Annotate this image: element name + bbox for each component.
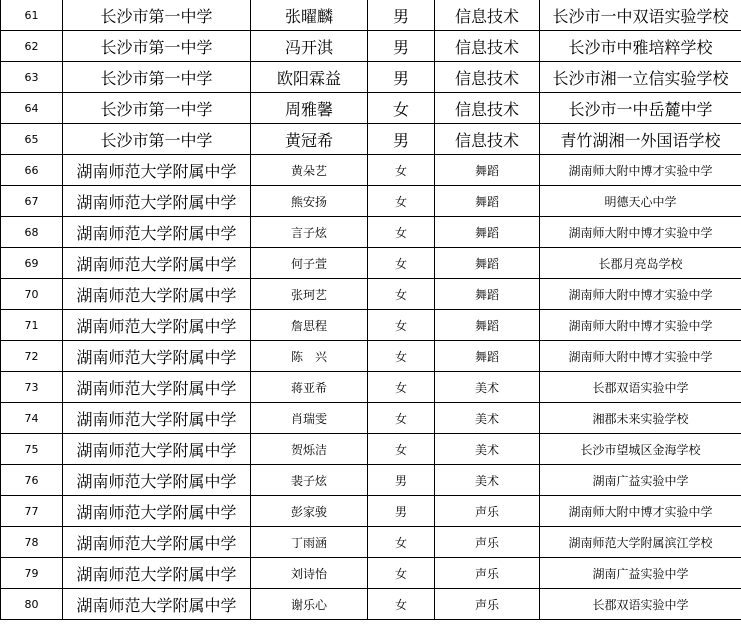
cell-school: 湖南师范大学附属中学 bbox=[63, 496, 251, 527]
cell-subject: 美术 bbox=[435, 372, 540, 403]
cell-gender: 男 bbox=[368, 31, 435, 62]
cell-origin: 长沙市望城区金海学校 bbox=[540, 434, 741, 465]
cell-no: 69 bbox=[1, 248, 63, 279]
cell-school: 长沙市第一中学 bbox=[63, 93, 251, 124]
cell-gender: 男 bbox=[368, 496, 435, 527]
cell-name: 谢乐心 bbox=[251, 589, 368, 620]
cell-origin: 长郡双语实验中学 bbox=[540, 589, 741, 620]
cell-no: 65 bbox=[1, 124, 63, 155]
cell-school: 长沙市第一中学 bbox=[63, 62, 251, 93]
cell-subject: 舞蹈 bbox=[435, 341, 540, 372]
cell-school: 湖南师范大学附属中学 bbox=[63, 248, 251, 279]
cell-name: 蒋亚希 bbox=[251, 372, 368, 403]
cell-origin: 湖南师大附中博才实验中学 bbox=[540, 310, 741, 341]
cell-gender: 女 bbox=[368, 434, 435, 465]
cell-subject: 声乐 bbox=[435, 558, 540, 589]
cell-name: 陈 兴 bbox=[251, 341, 368, 372]
cell-name: 冯开淇 bbox=[251, 31, 368, 62]
cell-gender: 女 bbox=[368, 279, 435, 310]
cell-no: 78 bbox=[1, 527, 63, 558]
cell-gender: 女 bbox=[368, 217, 435, 248]
cell-gender: 男 bbox=[368, 62, 435, 93]
cell-gender: 女 bbox=[368, 93, 435, 124]
table-row bbox=[1, 93, 741, 124]
cell-gender: 女 bbox=[368, 527, 435, 558]
cell-origin: 湖南师大附中博才实验中学 bbox=[540, 341, 741, 372]
cell-subject: 舞蹈 bbox=[435, 155, 540, 186]
cell-school: 湖南师范大学附属中学 bbox=[63, 465, 251, 496]
cell-name: 言子炫 bbox=[251, 217, 368, 248]
cell-name: 彭家骏 bbox=[251, 496, 368, 527]
cell-name: 裴子炫 bbox=[251, 465, 368, 496]
cell-name: 黄朵艺 bbox=[251, 155, 368, 186]
cell-no: 72 bbox=[1, 341, 63, 372]
cell-gender: 女 bbox=[368, 558, 435, 589]
cell-school: 湖南师范大学附属中学 bbox=[63, 403, 251, 434]
cell-subject: 信息技术 bbox=[435, 62, 540, 93]
cell-name: 张曜麟 bbox=[251, 0, 368, 31]
cell-school: 湖南师范大学附属中学 bbox=[63, 310, 251, 341]
table-row bbox=[1, 465, 741, 496]
cell-subject: 舞蹈 bbox=[435, 186, 540, 217]
cell-no: 75 bbox=[1, 434, 63, 465]
cell-subject: 信息技术 bbox=[435, 31, 540, 62]
cell-origin: 湖南师大附中博才实验中学 bbox=[540, 217, 741, 248]
cell-name: 刘诗怡 bbox=[251, 558, 368, 589]
cell-no: 74 bbox=[1, 403, 63, 434]
table-row bbox=[1, 527, 741, 558]
cell-origin: 长郡双语实验中学 bbox=[540, 372, 741, 403]
cell-name: 何子萱 bbox=[251, 248, 368, 279]
cell-subject: 声乐 bbox=[435, 527, 540, 558]
cell-no: 70 bbox=[1, 279, 63, 310]
cell-gender: 女 bbox=[368, 155, 435, 186]
cell-gender: 女 bbox=[368, 310, 435, 341]
cell-subject: 舞蹈 bbox=[435, 279, 540, 310]
cell-gender: 女 bbox=[368, 186, 435, 217]
cell-origin: 长沙市一中双语实验学校 bbox=[540, 0, 741, 31]
cell-subject: 舞蹈 bbox=[435, 217, 540, 248]
cell-school: 湖南师范大学附属中学 bbox=[63, 155, 251, 186]
table-row bbox=[1, 248, 741, 279]
table-row bbox=[1, 124, 741, 155]
table-row bbox=[1, 589, 741, 620]
cell-no: 63 bbox=[1, 62, 63, 93]
table-row bbox=[1, 0, 741, 31]
cell-no: 68 bbox=[1, 217, 63, 248]
cell-subject: 美术 bbox=[435, 403, 540, 434]
cell-gender: 女 bbox=[368, 403, 435, 434]
cell-name: 肖瑞雯 bbox=[251, 403, 368, 434]
cell-origin: 长沙市一中岳麓中学 bbox=[540, 93, 741, 124]
cell-origin: 长郡月亮岛学校 bbox=[540, 248, 741, 279]
cell-gender: 女 bbox=[368, 372, 435, 403]
cell-subject: 舞蹈 bbox=[435, 248, 540, 279]
cell-school: 长沙市第一中学 bbox=[63, 31, 251, 62]
cell-subject: 声乐 bbox=[435, 496, 540, 527]
cell-gender: 男 bbox=[368, 0, 435, 31]
roster-body bbox=[1, 0, 741, 620]
cell-name: 欧阳霖益 bbox=[251, 62, 368, 93]
cell-origin: 湖南师大附中博才实验中学 bbox=[540, 155, 741, 186]
cell-gender: 男 bbox=[368, 124, 435, 155]
table-row bbox=[1, 403, 741, 434]
cell-school: 长沙市第一中学 bbox=[63, 0, 251, 31]
table-row bbox=[1, 372, 741, 403]
cell-subject: 舞蹈 bbox=[435, 310, 540, 341]
cell-name: 周雅馨 bbox=[251, 93, 368, 124]
cell-gender: 女 bbox=[368, 248, 435, 279]
table-row bbox=[1, 186, 741, 217]
cell-subject: 信息技术 bbox=[435, 93, 540, 124]
table-row bbox=[1, 496, 741, 527]
cell-name: 熊安扬 bbox=[251, 186, 368, 217]
cell-origin: 湘郡未来实验学校 bbox=[540, 403, 741, 434]
table-row bbox=[1, 558, 741, 589]
cell-origin: 湖南师范大学附属滨江学校 bbox=[540, 527, 741, 558]
cell-origin: 湖南师大附中博才实验中学 bbox=[540, 496, 741, 527]
cell-subject: 美术 bbox=[435, 434, 540, 465]
cell-gender: 女 bbox=[368, 341, 435, 372]
table-row bbox=[1, 434, 741, 465]
cell-subject: 声乐 bbox=[435, 589, 540, 620]
cell-no: 67 bbox=[1, 186, 63, 217]
cell-subject: 美术 bbox=[435, 465, 540, 496]
cell-school: 湖南师范大学附属中学 bbox=[63, 434, 251, 465]
cell-origin: 湖南广益实验中学 bbox=[540, 465, 741, 496]
cell-name: 詹思程 bbox=[251, 310, 368, 341]
cell-gender: 女 bbox=[368, 589, 435, 620]
table-row bbox=[1, 310, 741, 341]
cell-school: 湖南师范大学附属中学 bbox=[63, 217, 251, 248]
table-row bbox=[1, 341, 741, 372]
cell-origin: 长沙市中雅培粹学校 bbox=[540, 31, 741, 62]
cell-no: 66 bbox=[1, 155, 63, 186]
cell-no: 64 bbox=[1, 93, 63, 124]
cell-subject: 信息技术 bbox=[435, 124, 540, 155]
cell-school: 湖南师范大学附属中学 bbox=[63, 589, 251, 620]
table-row bbox=[1, 155, 741, 186]
cell-name: 张珂艺 bbox=[251, 279, 368, 310]
cell-name: 黄冠希 bbox=[251, 124, 368, 155]
table-row bbox=[1, 62, 741, 93]
table-row bbox=[1, 217, 741, 248]
cell-school: 湖南师范大学附属中学 bbox=[63, 186, 251, 217]
cell-no: 73 bbox=[1, 372, 63, 403]
cell-subject: 信息技术 bbox=[435, 0, 540, 31]
cell-no: 79 bbox=[1, 558, 63, 589]
cell-origin: 明德天心中学 bbox=[540, 186, 741, 217]
cell-no: 80 bbox=[1, 589, 63, 620]
cell-origin: 青竹湖湘一外国语学校 bbox=[540, 124, 741, 155]
table-row bbox=[1, 31, 741, 62]
cell-school: 长沙市第一中学 bbox=[63, 124, 251, 155]
cell-origin: 湖南广益实验中学 bbox=[540, 558, 741, 589]
cell-origin: 湖南师大附中博才实验中学 bbox=[540, 279, 741, 310]
cell-name: 贺烁洁 bbox=[251, 434, 368, 465]
cell-no: 77 bbox=[1, 496, 63, 527]
cell-no: 71 bbox=[1, 310, 63, 341]
cell-school: 湖南师范大学附属中学 bbox=[63, 279, 251, 310]
cell-no: 61 bbox=[1, 0, 63, 31]
cell-school: 湖南师范大学附属中学 bbox=[63, 558, 251, 589]
cell-school: 湖南师范大学附属中学 bbox=[63, 372, 251, 403]
cell-no: 62 bbox=[1, 31, 63, 62]
cell-gender: 男 bbox=[368, 465, 435, 496]
cell-school: 湖南师范大学附属中学 bbox=[63, 527, 251, 558]
cell-origin: 长沙市湘一立信实验学校 bbox=[540, 62, 741, 93]
cell-school: 湖南师范大学附属中学 bbox=[63, 341, 251, 372]
cell-no: 76 bbox=[1, 465, 63, 496]
table-row bbox=[1, 279, 741, 310]
cell-name: 丁雨涵 bbox=[251, 527, 368, 558]
